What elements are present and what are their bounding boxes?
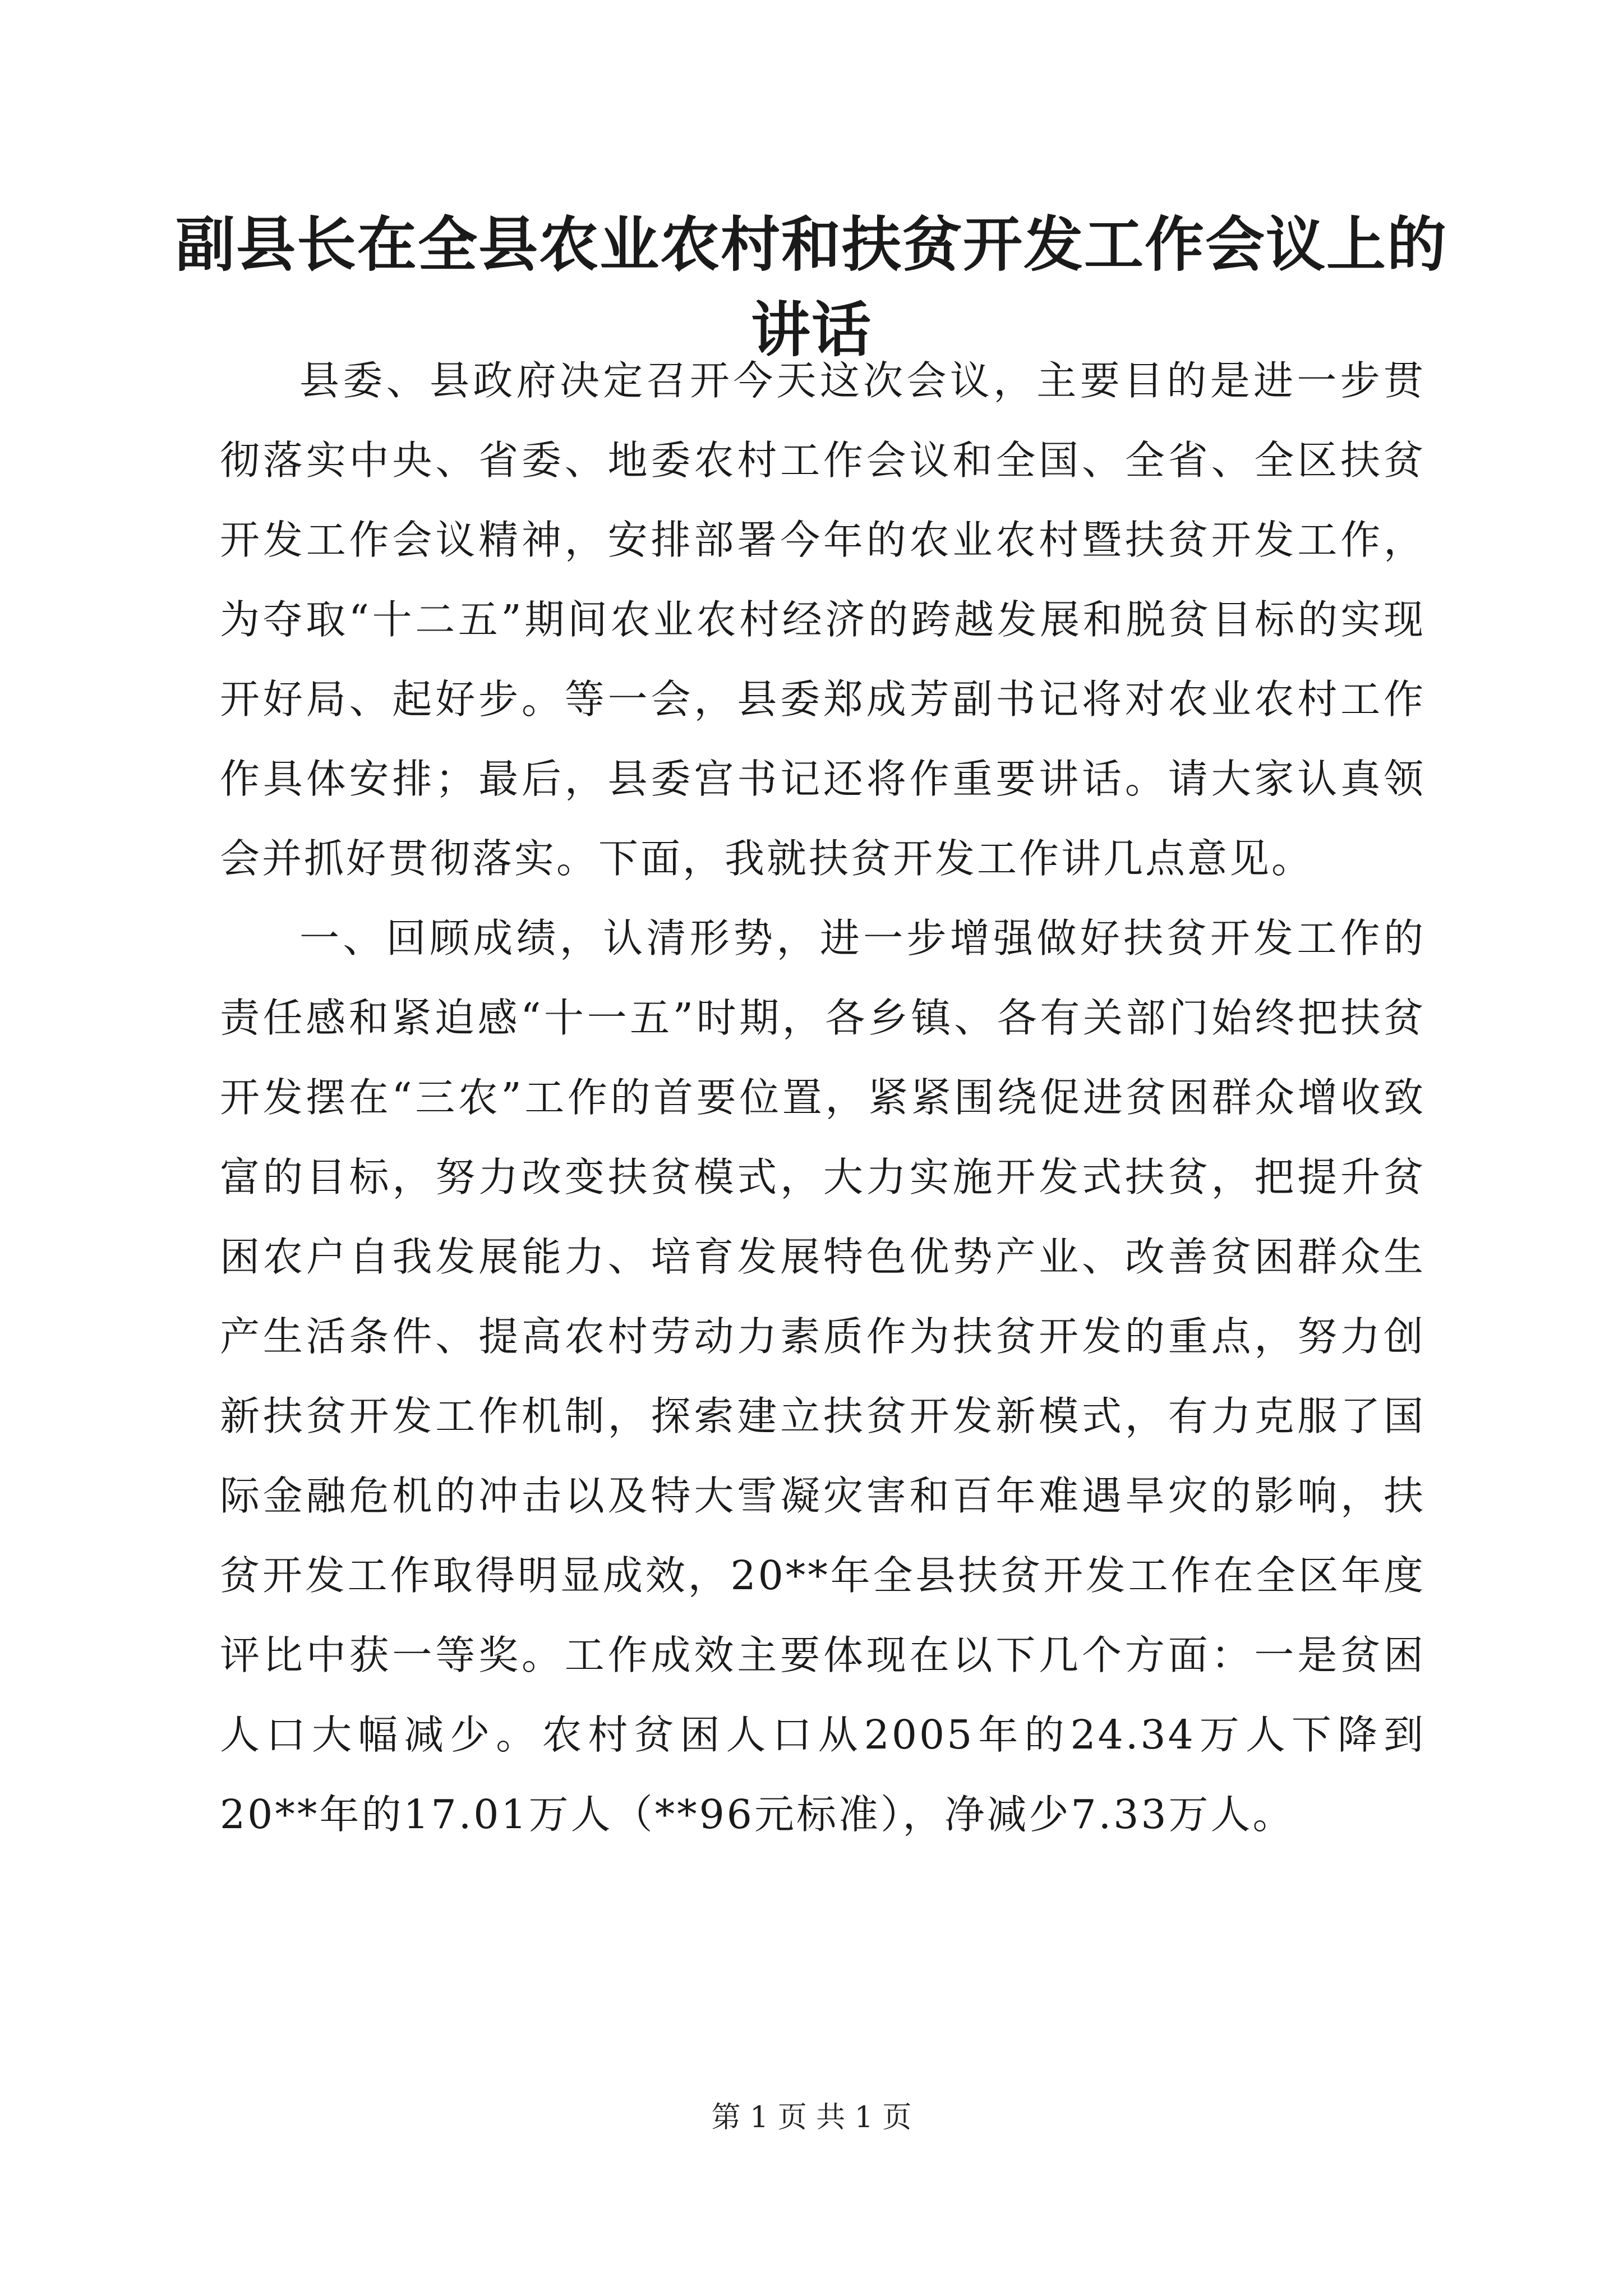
- paragraph-section-one: 一、回顾成绩，认清形势，进一步增强做好扶贫开发工作的责任感和紧迫感“十一五”时期，各乡镇、各有关部门始终把扶贫开发摆在“三农”工作的首要位置，紧紧围绕促进贫困群众增收致富的目标，努力改变扶贫模式，大力实施开发式扶贫，把提升贫困农户自我发展能力、培育发展特色优势产业、改善贫困群众生产生活条件、提高农村劳动力素质作为扶贫开发的重点，努力创新扶贫开发工作机制，探索建立扶贫开发新模式，有力克服了国际金融危机的冲击以及特大雪凝灾害和百年难遇旱灾的影响，扶贫开发工作取得明显成效，20**年全县扶贫开发工作在全区年度评比中获一等奖。工作成效主要体现在以下几个方面：一是贫困人口大幅减少。农村贫困人口从2005年的24.34万人下降到20**年的17.01万人（**96元标准），净减少7.33万人。: [220, 915, 1426, 1838]
- document-body: [220, 341, 1426, 1855]
- page-number-footer: 第 1 页 共 1 页: [711, 2101, 912, 2134]
- paragraph-intro: 县委、县政府决定召开今天这次会议，主要目的是进一步贯彻落实中央、省委、地委农村工作会议和全国、全省、全区扶贫开发工作会议精神，安排部署今年的农业农村暨扶贫开发工作，为夺取“十二五”期间农业农村经济的跨越发展和脱贫目标的实现开好局、起好步。等一会，县委郑成芳副书记将对农业农村工作作具体安排；最后，县委宫书记还将作重要讲话。请大家认真领会并抓好贯彻落实。下面，我就扶贫开发工作讲几点意见。: [220, 357, 1426, 882]
- document-title: 副县长在全县农业农村和扶贫开发工作会议上的讲话: [176, 209, 1447, 365]
